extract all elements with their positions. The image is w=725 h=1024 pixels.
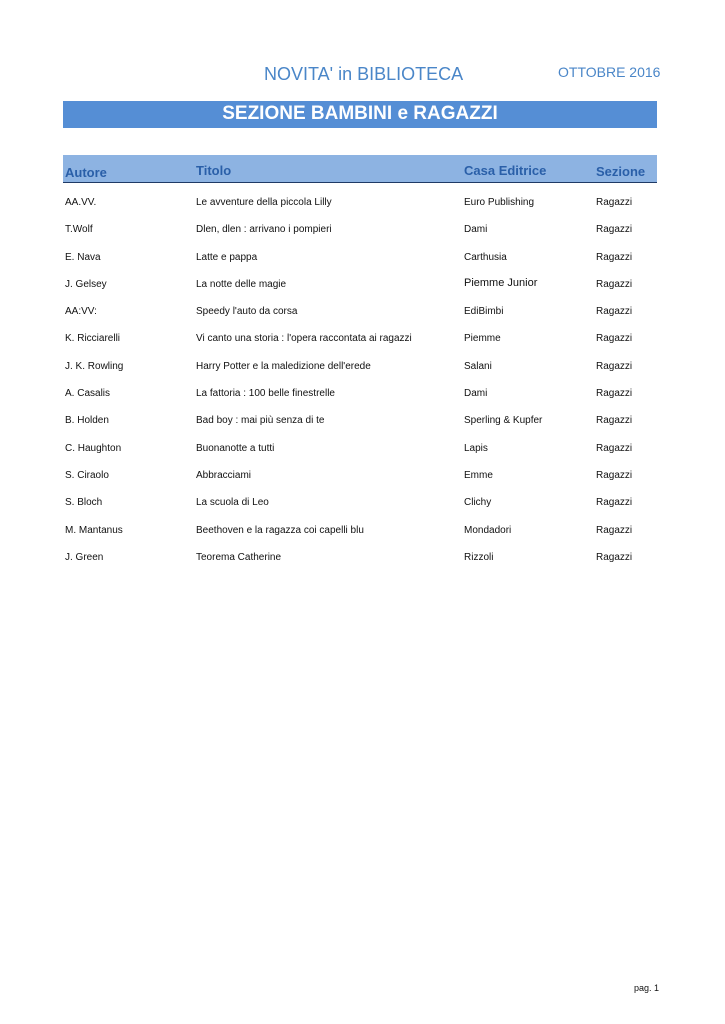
- cell-autore: AA.VV.: [65, 197, 97, 208]
- table-row: [63, 324, 657, 351]
- cell-sezione: Ragazzi: [596, 415, 633, 427]
- cell-autore: A. Casalis: [65, 388, 111, 400]
- cell-titolo: Buonanotte a tutti: [196, 442, 275, 454]
- cell-titolo: Bad boy : mai più senza di te: [196, 415, 325, 427]
- cell-autore: S. Bloch: [65, 497, 103, 509]
- cell-titolo: Vi canto una storia : l'opera raccontata ai ragazzi: [196, 333, 412, 345]
- cell-titolo: Abbracciami: [196, 469, 252, 481]
- cell-titolo: Harry Potter e la maledizione dell'erede: [196, 360, 371, 372]
- cell-casa-editrice: Emme: [464, 469, 493, 481]
- cell-titolo: Speedy l'auto da corsa: [196, 306, 298, 318]
- cell-autore: T.Wolf: [65, 224, 93, 236]
- table-row: [63, 488, 657, 515]
- cell-sezione: Ragazzi: [596, 333, 633, 345]
- column-header-titolo: Titolo: [196, 163, 232, 178]
- cell-autore: J. K. Rowling: [65, 360, 124, 372]
- cell-sezione: Ragazzi: [596, 197, 633, 208]
- cell-casa-editrice: Sperling & Kupfer: [464, 415, 543, 427]
- table-row: [63, 516, 657, 543]
- cell-casa-editrice: Mondadori: [464, 524, 512, 536]
- table-body: [63, 188, 657, 570]
- cell-casa-editrice: Euro Publishing: [464, 197, 535, 208]
- cell-casa-editrice: Dami: [464, 224, 488, 236]
- cell-autore: C. Haughton: [65, 442, 122, 454]
- cell-sezione: Ragazzi: [596, 497, 633, 509]
- cell-casa-editrice: Dami: [464, 388, 488, 400]
- cell-autore: J. Green: [65, 551, 104, 563]
- table-row: [63, 352, 657, 379]
- cell-casa-editrice: Piemme: [464, 333, 501, 345]
- cell-sezione: Ragazzi: [596, 442, 633, 454]
- table-row: [63, 434, 657, 461]
- page-number: pag. 1: [634, 983, 660, 993]
- cell-titolo: Dlen, dlen : arrivano i pompieri: [196, 224, 332, 236]
- cell-casa-editrice: Lapis: [464, 442, 488, 454]
- table-row: [63, 461, 657, 488]
- table-header: [63, 155, 657, 183]
- table-row: [63, 379, 657, 406]
- document-title: NOVITA' in BIBLIOTECA: [264, 64, 464, 84]
- cell-sezione: Ragazzi: [596, 360, 633, 372]
- table-row: [63, 270, 657, 297]
- cell-casa-editrice: Piemme Junior: [464, 276, 538, 289]
- cell-titolo: La fattoria : 100 belle finestrelle: [196, 388, 335, 400]
- section-title: SEZIONE BAMBINI e RAGAZZI: [222, 102, 498, 124]
- cell-sezione: Ragazzi: [596, 306, 633, 318]
- cell-autore: E. Nava: [65, 251, 101, 263]
- column-header-casa-editrice: Casa Editrice: [464, 163, 547, 178]
- cell-sezione: Ragazzi: [596, 469, 633, 481]
- cell-casa-editrice: Salani: [464, 360, 492, 372]
- cell-autore: M. Mantanus: [65, 524, 123, 536]
- section-banner: [63, 101, 657, 128]
- cell-sezione: Ragazzi: [596, 251, 633, 263]
- cell-titolo: Latte e pappa: [196, 251, 258, 263]
- cell-titolo: La scuola di Leo: [196, 497, 269, 509]
- cell-casa-editrice: Clichy: [464, 497, 492, 509]
- table-row: [63, 543, 657, 570]
- column-header-autore: Autore: [65, 165, 107, 180]
- cell-titolo: Teorema Catherine: [196, 551, 282, 563]
- cell-sezione: Ragazzi: [596, 524, 633, 536]
- cell-sezione: Ragazzi: [596, 278, 633, 290]
- cell-sezione: Ragazzi: [596, 551, 633, 563]
- cell-sezione: Ragazzi: [596, 224, 633, 236]
- cell-sezione: Ragazzi: [596, 388, 633, 400]
- cell-autore: B. Holden: [65, 415, 109, 427]
- cell-autore: S. Ciraolo: [65, 469, 109, 481]
- cell-casa-editrice: EdiBimbi: [464, 306, 504, 318]
- table-row: [63, 243, 657, 270]
- table-row: [63, 215, 657, 242]
- cell-autore: J. Gelsey: [65, 278, 107, 290]
- table-row: [63, 297, 657, 324]
- document-date: OTTOBRE 2016: [558, 64, 661, 80]
- cell-casa-editrice: Carthusia: [464, 251, 507, 263]
- cell-casa-editrice: Rizzoli: [464, 551, 494, 563]
- table-row: [63, 188, 657, 215]
- cell-titolo: Le avventure della piccola Lilly: [196, 197, 332, 208]
- column-header-sezione: Sezione: [596, 164, 646, 179]
- cell-autore: AA:VV:: [65, 306, 97, 318]
- table-row: [63, 406, 657, 433]
- cell-titolo: La notte delle magie: [196, 278, 287, 290]
- cell-titolo: Beethoven e la ragazza coi capelli blu: [196, 524, 364, 536]
- cell-autore: K. Ricciarelli: [65, 333, 121, 345]
